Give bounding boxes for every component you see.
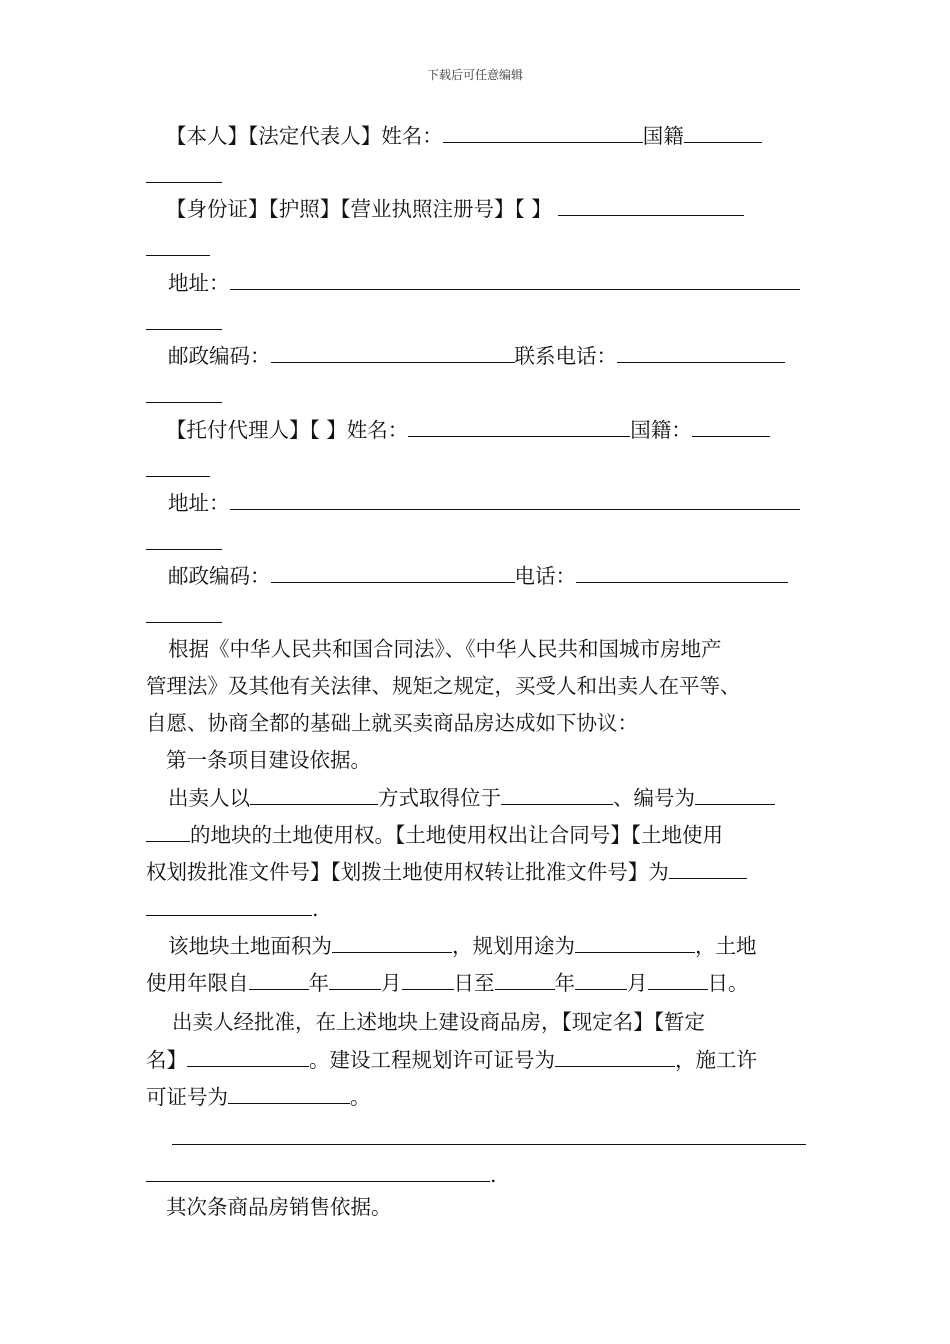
text: 。 [350,1085,371,1109]
extra-blank-line [172,1122,806,1152]
text: 方式取得位于 [378,786,501,810]
text: ，施工许 [675,1048,757,1072]
blank[interactable] [146,600,222,623]
article-2-title: 其次条商品房销售依据。 [166,1195,392,1219]
address-blank[interactable] [230,267,800,290]
period: . [312,897,319,921]
continuation-blank-line [146,307,806,337]
text: ，规划用途为 [452,934,575,958]
article-1-line-2 [146,819,806,849]
start-day-blank[interactable] [402,967,454,990]
term-line [146,967,806,997]
agent-phone-blank[interactable] [576,560,788,583]
intro-line-3: 自愿、协商全都的基础上就买卖商品房达成如下协议： [146,711,638,735]
continuation-blank-line [146,380,806,410]
blank[interactable] [172,1122,806,1145]
text: 名】 [146,1048,187,1072]
agent-line [166,414,806,444]
id-number-blank[interactable] [558,193,744,216]
text: 日至 [453,971,495,995]
blank[interactable] [146,1159,490,1182]
document-number-blank[interactable] [669,856,747,879]
article-1-line-4 [146,893,806,923]
nationality-label: 国籍： [630,418,692,442]
id-types-label: 【身份证】【护照】【营业执照注册号】【 】 [166,197,552,221]
text: 年 [308,971,329,995]
blank[interactable] [146,527,222,550]
address-label: 地址： [168,491,230,515]
text: 可证号为 [146,1085,228,1109]
postcode-blank[interactable] [271,340,515,363]
text: 权划拨批准文件号】【划拨土地使用权转让批准文件号】为 [146,860,669,884]
location-blank[interactable] [501,782,613,805]
period: . [490,1163,497,1187]
article-1-line-3 [146,856,806,886]
end-year-blank[interactable] [495,967,555,990]
continuation-blank-line [146,600,806,630]
address-label: 地址： [168,271,230,295]
end-day-blank[interactable] [648,967,708,990]
postcode-label: 邮政编码： [168,564,271,588]
agent-postcode-line [168,560,806,590]
continuation-blank-line [146,160,806,190]
blank[interactable] [146,307,222,330]
nationality-blank[interactable] [684,120,762,143]
start-month-blank[interactable] [329,967,381,990]
text: 年 [554,971,575,995]
area-blank[interactable] [332,930,452,953]
extra-blank-line-2 [146,1159,806,1189]
page-header: 下载后可任意编辑 [426,68,523,82]
phone-label: 电话： [514,564,576,588]
postcode-label: 邮政编码： [168,344,271,368]
agent-postcode-blank[interactable] [271,560,515,583]
text: 该地块土地面积为 [168,934,332,958]
construction-permit-blank[interactable] [228,1081,350,1104]
agent-name-blank[interactable] [408,414,630,437]
intro-line-1: 根据《中华人民共和国合同法》、《中华人民共和国城市房地产 [168,637,722,661]
text: 月 [627,971,648,995]
blank[interactable] [146,380,222,403]
principal-label: 【本人】【法定代表人】姓名： [166,124,443,148]
intro-line-2: 管理法》及其他有关法律、规矩之规定，买受人和出卖人在平等、 [146,674,741,698]
document-number-blank-cont[interactable] [146,893,312,916]
text: 、编号为 [613,786,695,810]
continuation-blank-line [146,454,806,484]
text: 月 [381,971,402,995]
blank[interactable] [146,454,210,477]
text: 。建设工程规划许可证号为 [309,1048,555,1072]
project-name-blank[interactable] [187,1044,309,1067]
agent-nationality-blank[interactable] [692,414,770,437]
method-blank[interactable] [250,782,378,805]
contact-phone-label: 联系电话： [514,344,617,368]
address-line [168,267,806,297]
approval-line-2 [146,1044,806,1074]
name-blank[interactable] [443,120,643,143]
parcel-number-blank[interactable] [695,782,775,805]
parcel-number-blank-cont[interactable] [146,819,190,842]
text: 使用年限自 [146,971,249,995]
text: 出卖人以 [168,786,250,810]
planning-permit-blank[interactable] [555,1044,675,1067]
end-month-blank[interactable] [575,967,627,990]
blank[interactable] [146,233,210,256]
area-line [168,930,806,960]
agent-address-line [168,487,806,517]
approval-line-3 [146,1081,806,1111]
nationality-label: 国籍 [642,124,684,148]
approval-line-1: 出卖人经批准，在上述地块上建设商品房，【现定名】【暂定 [172,1010,705,1034]
text: 日。 [707,971,749,995]
article-1-title: 第一条项目建设依据。 [166,748,371,772]
continuation-blank-line [146,233,806,263]
continuation-blank-line [146,527,806,557]
principal-line [166,120,806,150]
blank[interactable] [146,160,222,183]
article-1-line-1 [168,782,806,812]
contact-phone-blank[interactable] [617,340,785,363]
start-year-blank[interactable] [249,967,309,990]
agent-address-blank[interactable] [230,487,800,510]
text: ，土地 [695,934,757,958]
usage-blank[interactable] [575,930,695,953]
text: 的地块的土地使用权。【土地使用权出让合同号】【土地使用 [190,823,723,847]
id-line [166,193,806,223]
postcode-line [168,340,806,370]
agent-label: 【托付代理人】【 】姓名： [166,418,409,442]
